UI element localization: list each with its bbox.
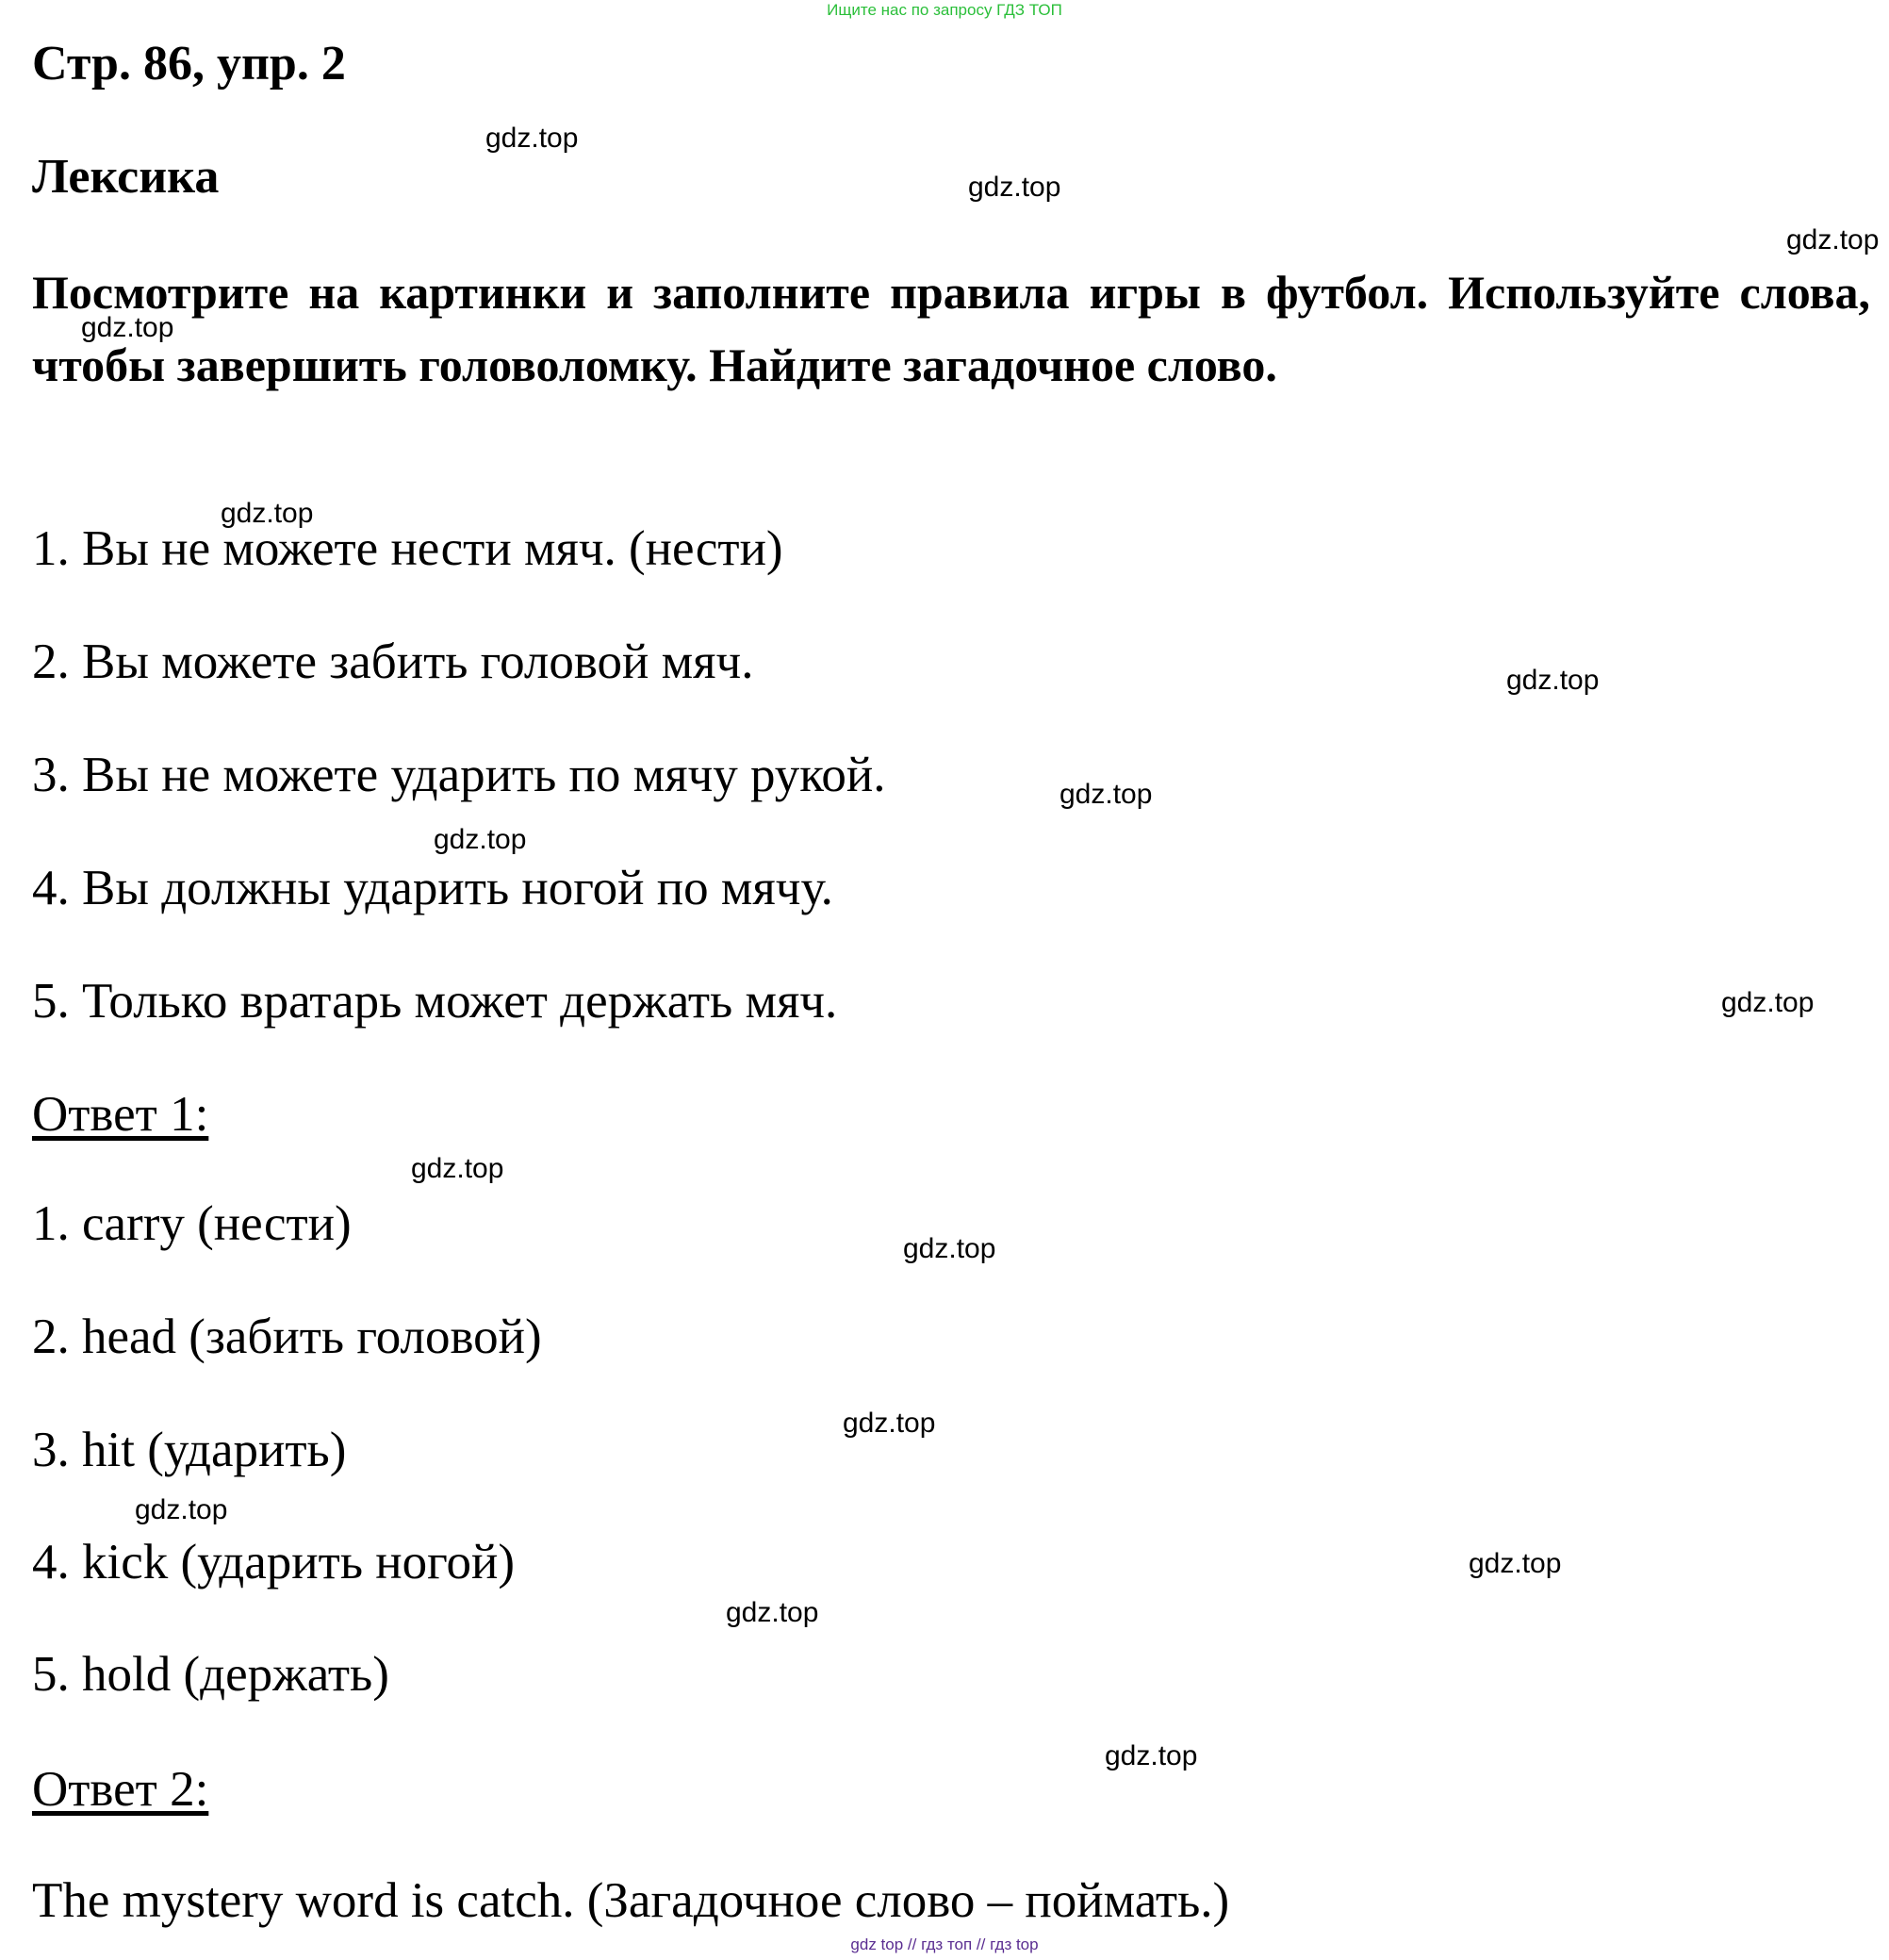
top-banner: Ищите нас по запросу ГДЗ ТОП: [827, 1, 1062, 19]
watermark: gdz.top: [434, 824, 527, 855]
question-4: 4. Вы должны ударить ногой по мячу.: [32, 861, 833, 915]
watermark: gdz.top: [411, 1153, 504, 1184]
watermark: gdz.top: [1786, 224, 1880, 255]
watermark: gdz.top: [1506, 665, 1600, 696]
answer-1-heading: Ответ 1:: [32, 1087, 209, 1142]
question-5: 5. Только вратарь может держать мяч.: [32, 974, 838, 1029]
question-2: 2. Вы можете забить головой мяч.: [32, 634, 754, 689]
watermark: gdz.top: [903, 1233, 996, 1264]
answer-1-item-4: 4. kick (ударить ногой): [32, 1535, 516, 1589]
answer-1-item-5: 5. hold (держать): [32, 1647, 389, 1702]
answer-1-item-1: 1. carry (нести): [32, 1196, 352, 1251]
watermark: gdz.top: [843, 1408, 936, 1439]
watermark: gdz.top: [726, 1597, 819, 1628]
answer-1-item-2: 2. head (забить головой): [32, 1309, 542, 1364]
watermark: gdz.top: [221, 498, 314, 529]
question-3: 3. Вы не можете ударить по мячу рукой.: [32, 748, 886, 802]
watermark: gdz.top: [135, 1494, 228, 1525]
answer-1-item-3: 3. hit (ударить): [32, 1423, 347, 1477]
watermark: gdz.top: [1059, 779, 1153, 810]
watermark: gdz.top: [968, 172, 1061, 203]
answer-2-heading: Ответ 2:: [32, 1762, 209, 1817]
watermark: gdz.top: [1105, 1740, 1198, 1771]
watermark: gdz.top: [1721, 987, 1815, 1018]
watermark: gdz.top: [81, 312, 174, 343]
answer-2-text: The mystery word is catch. (Загадочное слово – поймать.): [32, 1873, 1230, 1928]
section-heading: Лексика: [32, 150, 220, 204]
task-instruction: Посмотрите на картинки и заполните правила игры в футбол. Используйте слова, чтобы завершить головоломку. Найдите загадочное слово.: [32, 266, 1870, 391]
bottom-banner: gdz top // гдз топ // гдз top: [850, 1935, 1039, 1953]
question-1: 1. Вы не можете нести мяч. (нести): [32, 521, 783, 576]
watermark: gdz.top: [485, 123, 579, 154]
watermark: gdz.top: [1469, 1548, 1562, 1579]
page-title: Стр. 86, упр. 2: [32, 37, 346, 91]
